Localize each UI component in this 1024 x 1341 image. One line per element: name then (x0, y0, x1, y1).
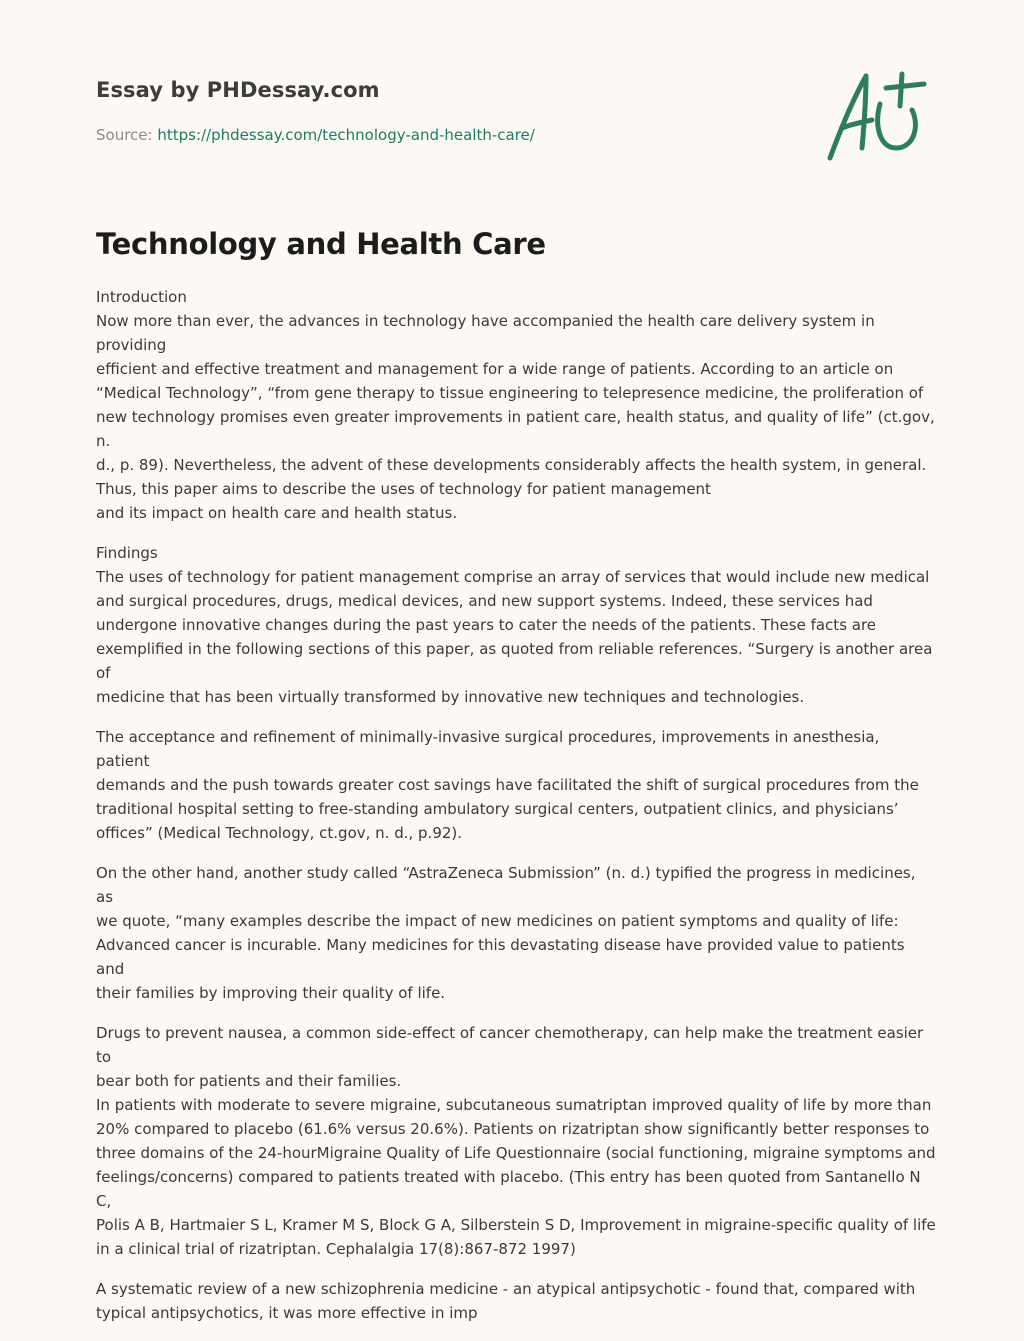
text-line: three domains of the 24-hourMigraine Quality of Life Questionnaire (social functioning, migraine symptoms and (96, 1144, 936, 1162)
text-line: The uses of technology for patient management comprise an array of services that would include new medical (96, 568, 930, 586)
source-label: Source: (96, 126, 158, 144)
text-line: Findings (96, 544, 158, 562)
text-line: Now more than ever, the advances in technology have accompanied the health care delivery system in providing (96, 312, 875, 354)
text-line: medicine that has been virtually transformed by innovative new techniques and technologies. (96, 688, 805, 706)
source-line (96, 125, 796, 145)
text-line: demands and the push towards greater cost savings have facilitated the shift of surgical procedures from the (96, 776, 919, 794)
text-line: bear both for patients and their families. (96, 1072, 402, 1090)
text-line: The acceptance and refinement of minimally-invasive surgical procedures, improvements in anesthesia, patient (96, 728, 880, 770)
essay-body (96, 285, 936, 1341)
paragraph (96, 285, 936, 525)
text-line: In patients with moderate to severe migraine, subcutaneous sumatriptan improved quality of life by more than (96, 1096, 932, 1114)
text-line: exemplified in the following sections of this paper, as quoted from reliable references. “Surgery is another area of (96, 640, 933, 682)
text-line: feelings/concerns) compared to patients treated with placebo. (This entry has been quoted from Santanello N C, (96, 1168, 921, 1210)
site-header (96, 76, 796, 145)
text-line: traditional hospital setting to free-standing ambulatory surgical centers, outpatient clinics, and physicians’ (96, 800, 899, 818)
text-line: offices” (Medical Technology, ct.gov, n. d., p.92). (96, 824, 463, 842)
text-line: Drugs to prevent nausea, a common side-effect of cancer chemotherapy, can help make the treatment easier to (96, 1024, 924, 1066)
text-line: we quote, “many examples describe the impact of new medicines on patient symptoms and quality of life: (96, 912, 899, 930)
paragraph (96, 1021, 936, 1261)
text-line: 20% compared to placebo (61.6% versus 20.6%). Patients on rizatriptan show significantly better responses to (96, 1120, 930, 1138)
paragraph (96, 541, 936, 709)
text-line: Introduction (96, 288, 187, 306)
text-line: Thus, this paper aims to describe the uses of technology for patient management (96, 480, 711, 498)
text-line: Advanced cancer is incurable. Many medicines for this devastating disease have provided value to patients and (96, 936, 905, 978)
paragraph (96, 725, 936, 845)
text-line: in a clinical trial of rizatriptan. Cephalalgia 17(8):867-872 1997) (96, 1240, 576, 1258)
a-plus-grade-icon (820, 66, 930, 166)
text-line: undergone innovative changes during the past years to cater the needs of the patients. These facts are (96, 616, 877, 634)
text-line: A systematic review of a new schizophrenia medicine - an atypical antipsychotic - found that, compared with (96, 1280, 916, 1298)
text-line: and surgical procedures, drugs, medical devices, and new support systems. Indeed, these services had (96, 592, 873, 610)
text-line: and its impact on health care and health status. (96, 504, 458, 522)
source-link[interactable]: https://phdessay.com/technology-and-health-care/ (157, 126, 535, 144)
text-line: On the other hand, another study called “AstraZeneca Submission” (n. d.) typified the progress in medicines, as (96, 864, 916, 906)
text-line: their families by improving their quality of life. (96, 984, 446, 1002)
text-line: Polis A B, Hartmaier S L, Kramer M S, Block G A, Silberstein S D, Improvement in migraine-specific quality of life (96, 1216, 936, 1234)
text-line: efficient and effective treatment and management for a wide range of patients. According to an article on (96, 360, 894, 378)
text-line: d., p. 89). Nevertheless, the advent of these developments considerably affects the health system, in general. (96, 456, 927, 474)
paragraph (96, 1277, 936, 1325)
text-line: typical antipsychotics, it was more effective in imp (96, 1304, 478, 1322)
site-title: Essay by PHDessay.com (96, 78, 380, 102)
text-line: “Medical Technology”, “from gene therapy to tissue engineering to telepresence medicine, the proliferation of (96, 384, 924, 402)
paragraph (96, 861, 936, 1005)
text-line: new technology promises even greater improvements in patient care, health status, and quality of life” (ct.gov, n. (96, 408, 935, 450)
essay-title: Technology and Health Care (96, 227, 546, 261)
